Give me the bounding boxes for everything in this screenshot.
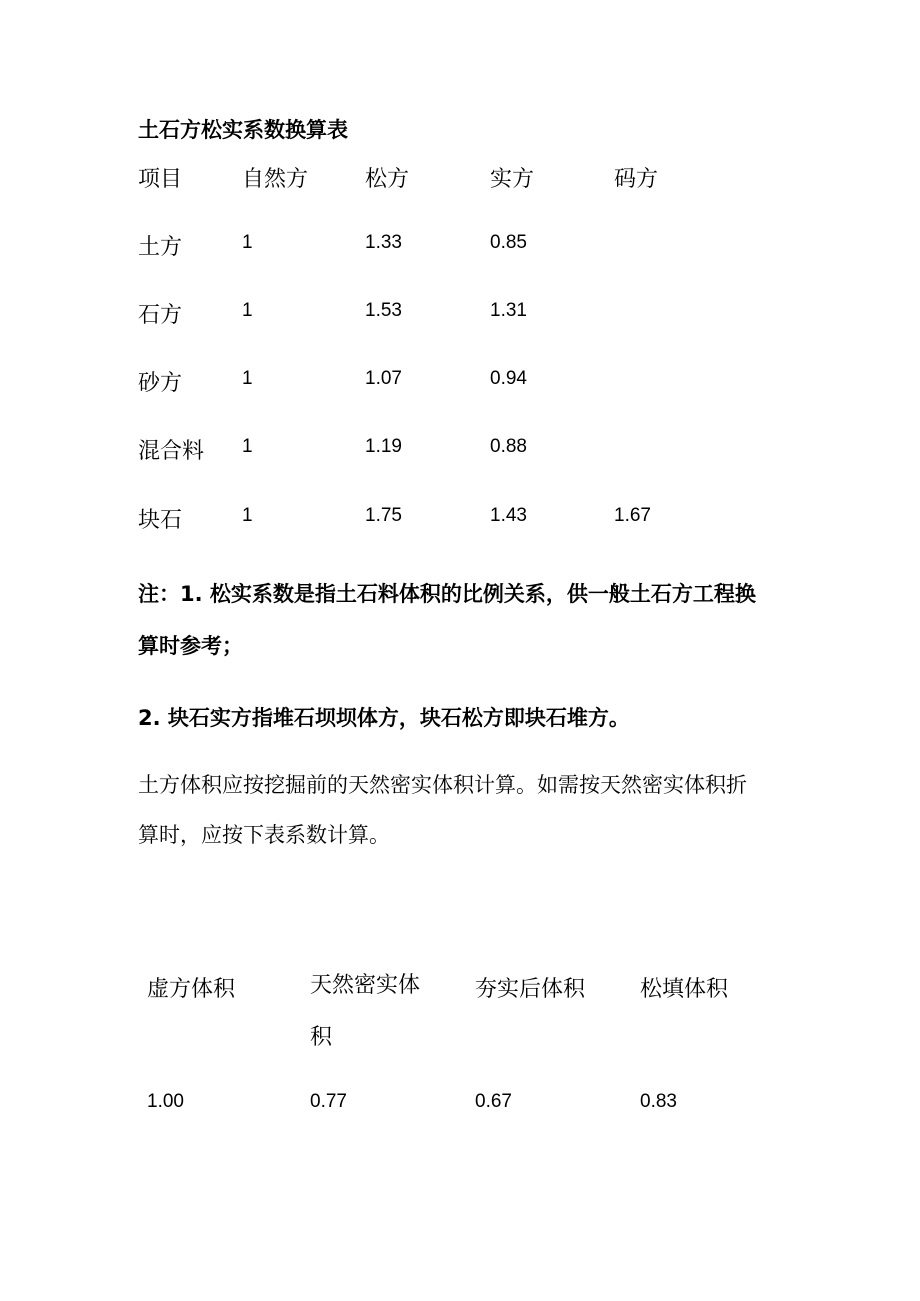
header-natural-dense-volume-cont: 积: [310, 1025, 333, 1050]
cell-loose: 1.75: [365, 505, 402, 526]
cell-item: 石方: [138, 303, 183, 328]
header-compact: 实方: [490, 167, 535, 192]
paragraph-line-2: 算时，应按下表系数计算。: [138, 823, 390, 847]
cell-natural: 1: [242, 232, 253, 253]
header-stacked: 码方: [614, 167, 659, 192]
header-natural: 自然方: [242, 167, 309, 192]
cell-natural: 1: [242, 505, 253, 526]
cell-compact: 0.94: [490, 368, 527, 389]
header-loose-volume: 虚方体积: [147, 977, 236, 1002]
header-natural-dense-volume: 天然密实体: [310, 973, 421, 998]
cell-compacted-volume: 0.67: [475, 1091, 512, 1112]
cell-item: 砂方: [138, 371, 183, 396]
cell-item: 土方: [138, 235, 183, 260]
header-loose-fill-volume: 松填体积: [640, 977, 729, 1002]
cell-natural: 1: [242, 300, 253, 321]
paragraph-line-1: 土方体积应按挖掘前的天然密实体积计算。如需按天然密实体积折: [138, 773, 747, 797]
note-line-2: 算时参考；: [138, 634, 243, 658]
header-compacted-volume: 夯实后体积: [475, 977, 586, 1002]
cell-compact: 0.88: [490, 436, 527, 457]
cell-natural-dense-volume: 0.77: [310, 1091, 347, 1112]
cell-item: 块石: [138, 508, 183, 533]
page-title: 土石方松实系数换算表: [138, 118, 348, 142]
cell-loose: 1.07: [365, 368, 402, 389]
cell-loose-fill-volume: 0.83: [640, 1091, 677, 1112]
cell-loose-volume: 1.00: [147, 1091, 184, 1112]
cell-stacked: 1.67: [614, 505, 651, 526]
cell-natural: 1: [242, 368, 253, 389]
header-item: 项目: [138, 167, 183, 192]
cell-loose: 1.19: [365, 436, 402, 457]
cell-loose: 1.53: [365, 300, 402, 321]
cell-item: 混合料: [138, 439, 205, 464]
note-line-3: 2. 块石实方指堆石坝坝体方，块石松方即块石堆方。: [138, 706, 630, 730]
cell-natural: 1: [242, 436, 253, 457]
cell-compact: 0.85: [490, 232, 527, 253]
header-loose: 松方: [365, 167, 410, 192]
cell-loose: 1.33: [365, 232, 402, 253]
cell-compact: 1.43: [490, 505, 527, 526]
note-line-1: 注：1. 松实系数是指土石料体积的比例关系，供一般土石方工程换: [138, 582, 756, 606]
cell-compact: 1.31: [490, 300, 527, 321]
